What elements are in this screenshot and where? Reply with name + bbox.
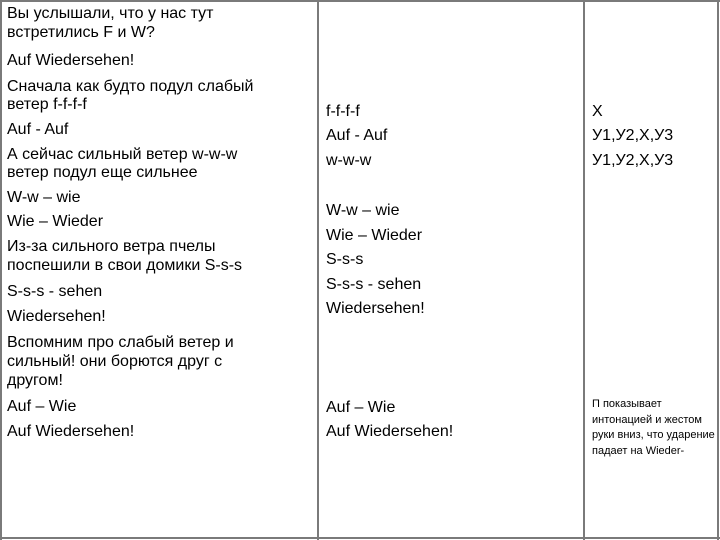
col1-text-line: другом!	[7, 372, 63, 389]
col2-text-line: Auf Wiedersehen!	[326, 423, 454, 440]
col1-text-line: сильный! они борются друг с	[7, 353, 223, 370]
col2-text-line: Wiedersehen!	[326, 300, 425, 317]
column-divider-2	[583, 0, 585, 540]
teacher-note: П показывает интонацией и жестом руки вниз, что ударение падает на Wieder-	[592, 398, 715, 457]
col2-text-line: Auf - Auf	[326, 127, 388, 144]
col3-text-line: У1,У2,Х,У3	[592, 127, 674, 144]
table-border-top	[0, 0, 720, 2]
col2-text-line: W-w – wie	[326, 202, 400, 219]
col2-text-line: S-s-s - sehen	[326, 276, 422, 293]
col1-text-line: поспешили в свои домики S-s-s	[7, 257, 243, 274]
col2-text-line: Auf – Wie	[326, 399, 396, 416]
col1-text-line: Auf Wiedersehen!	[7, 423, 135, 440]
col3-text-line: У1,У2,Х,У3	[592, 152, 674, 169]
col1-text-line: Вспомним про слабый ветер и	[7, 334, 234, 351]
col1-text-line: Из-за сильного ветра пчелы	[7, 238, 216, 255]
col2-text-line: Wie – Wieder	[326, 227, 423, 244]
col2-text-line: f-f-f-f	[326, 103, 360, 120]
col1-text-line: А сейчас сильный ветер w-w-w	[7, 146, 238, 163]
col1-text-line: Auf - Auf	[7, 121, 69, 138]
col1-text-line: ветер подул еще сильнее	[7, 164, 198, 181]
col1-text-line: Wiedersehen!	[7, 308, 106, 325]
col1-text-line: S-s-s - sehen	[7, 283, 103, 300]
col2-text-line: S-s-s	[326, 251, 364, 268]
table-border-bottom	[0, 537, 720, 539]
col1-text-line: встретились F и W?	[7, 24, 155, 41]
column-divider-1	[317, 0, 319, 540]
col1-text-line: Wie – Wieder	[7, 213, 104, 230]
col1-text-line: Вы услышали, что у нас тут	[7, 5, 214, 22]
col1-text-line: W-w – wie	[7, 189, 81, 206]
col1-text-line: ветер f-f-f-f	[7, 96, 87, 113]
col1-text-line: Auf Wiedersehen!	[7, 52, 135, 69]
col3-text-line: X	[592, 103, 603, 120]
table-border-left	[0, 0, 2, 540]
table-border-right	[717, 0, 719, 540]
col1-text-line: Auf – Wie	[7, 398, 77, 415]
col1-text-line: Сначала как будто подул слабый	[7, 78, 254, 95]
col2-text-line: w-w-w	[326, 152, 372, 169]
